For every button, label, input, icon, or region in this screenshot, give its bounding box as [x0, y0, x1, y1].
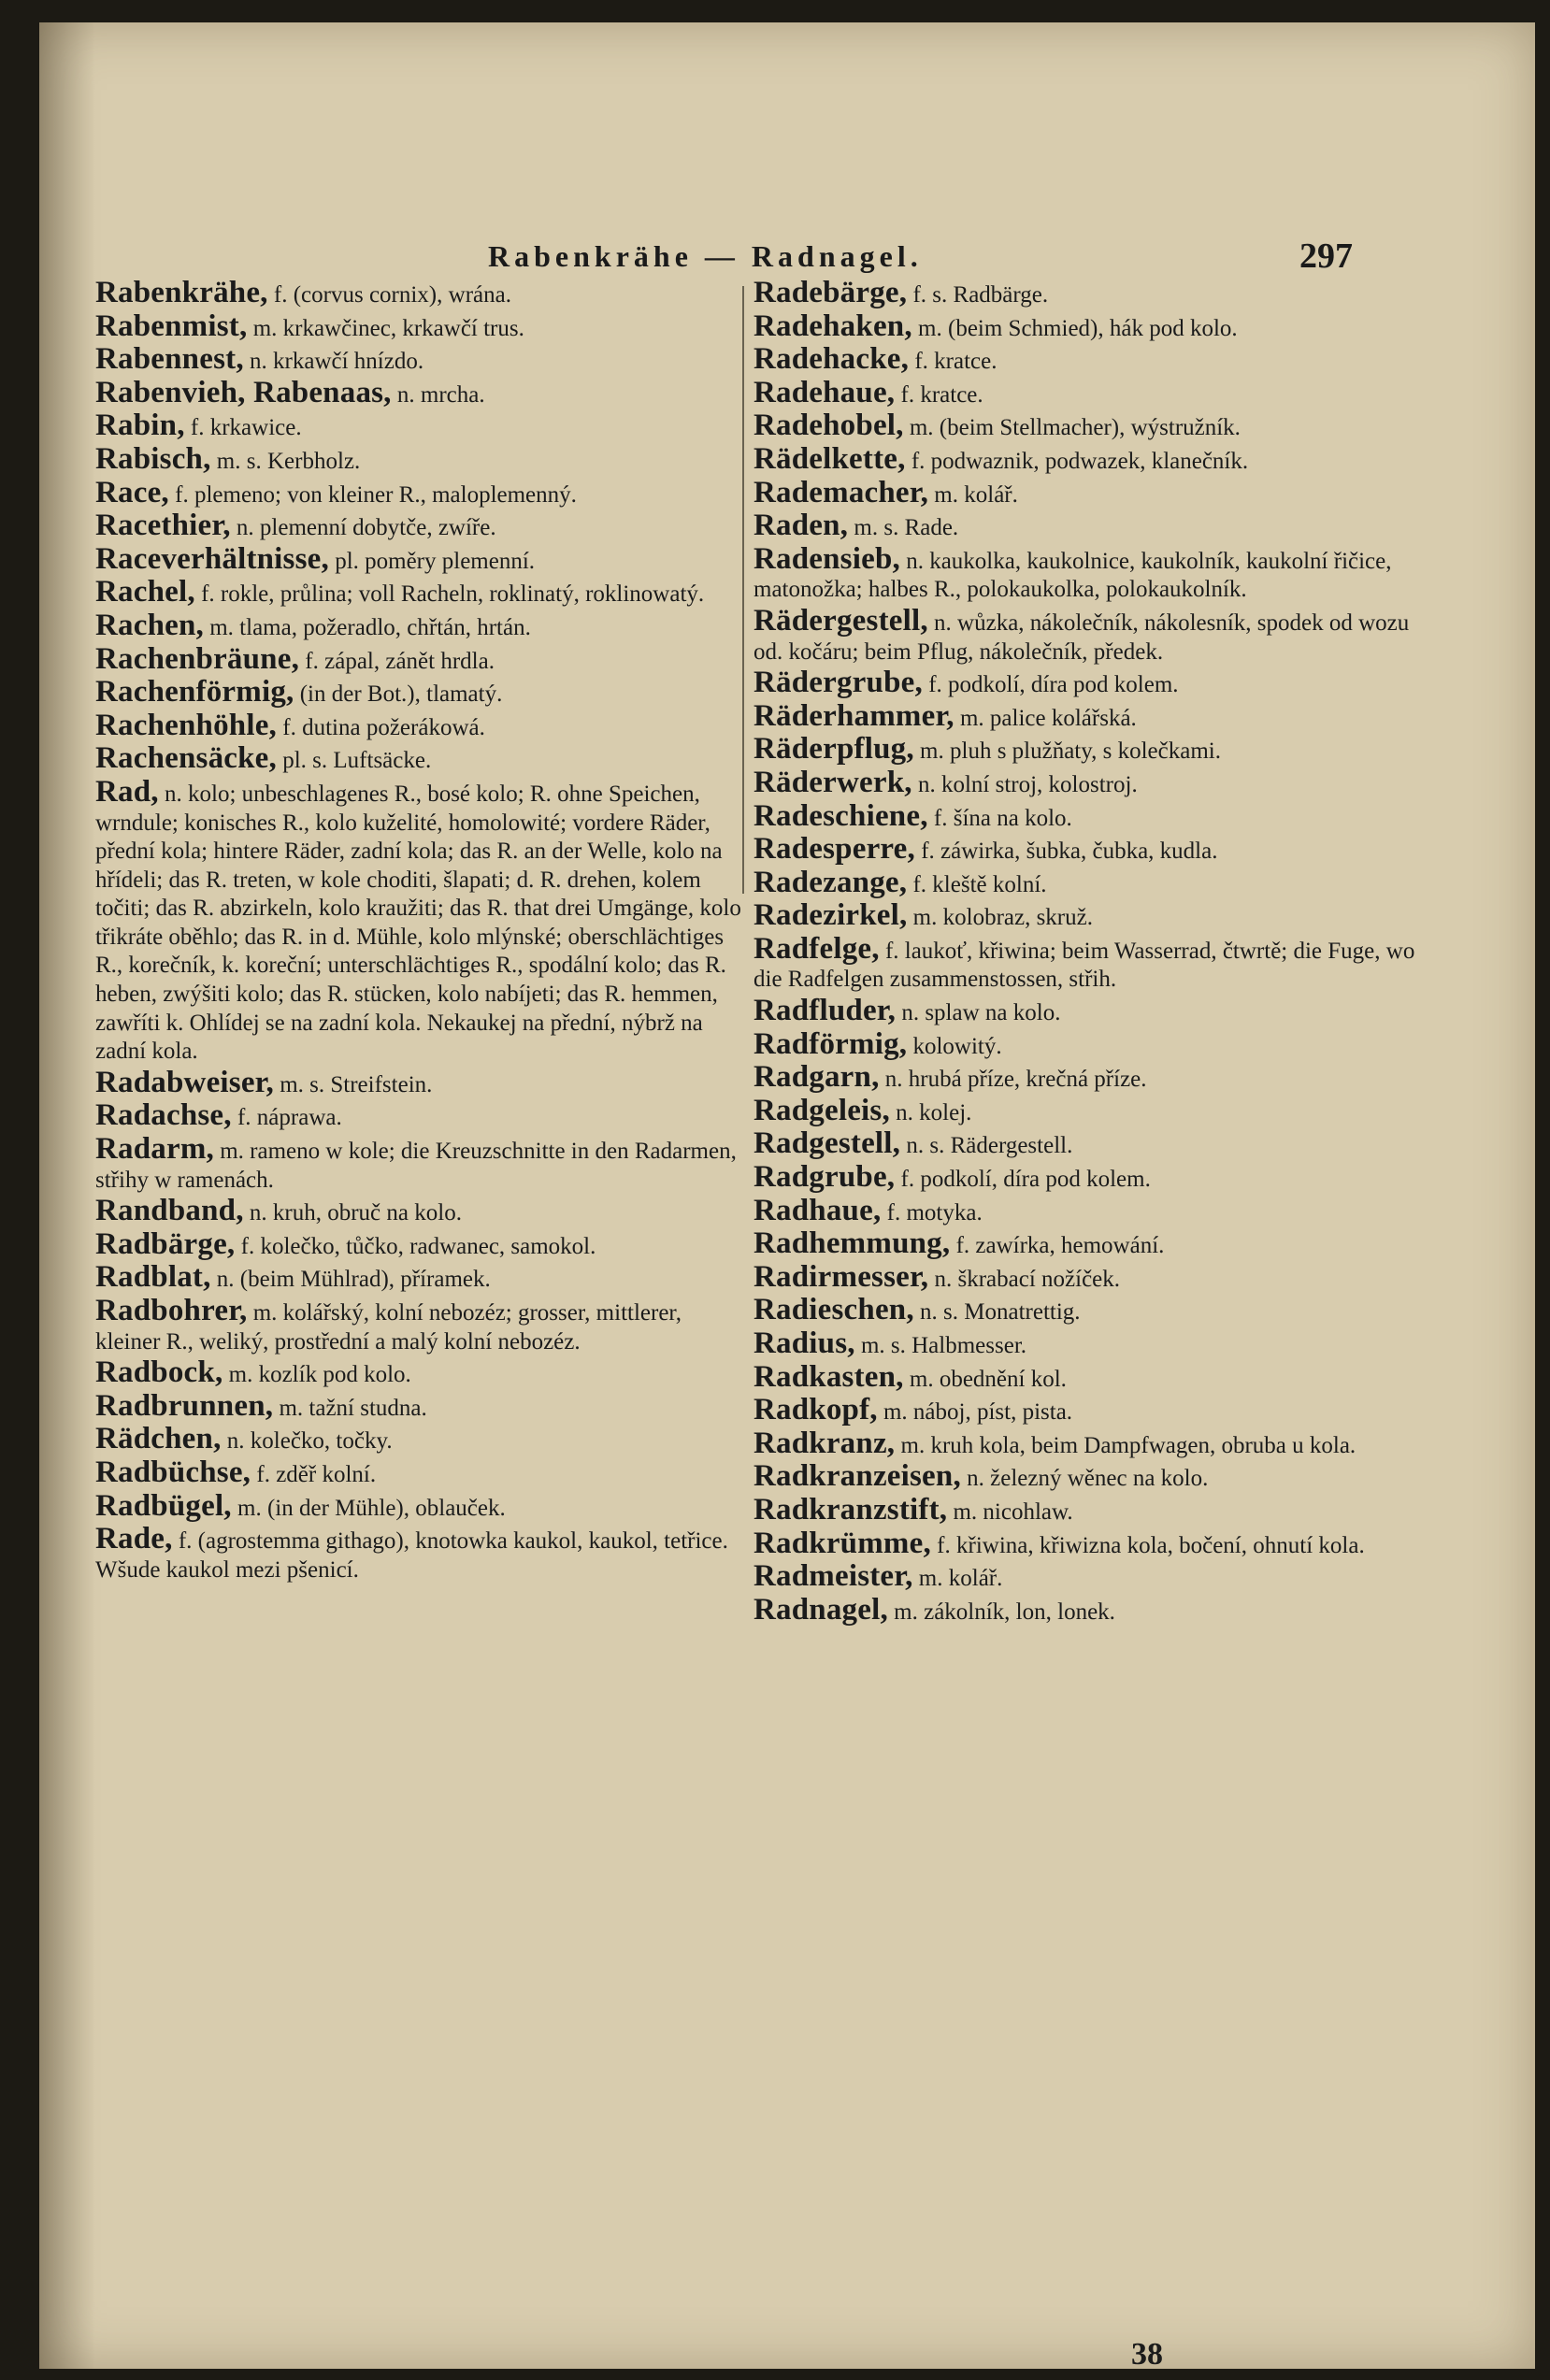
entry-headword: Rabenvieh, Rabenaas, — [95, 375, 392, 409]
entry-headword: Rabin, — [95, 409, 185, 443]
entry-headword: Radgestell, — [753, 1126, 901, 1161]
entry-definition: n. (beim Mühlrad), příramek. — [210, 1267, 491, 1293]
entry-headword: Radfluder, — [753, 994, 897, 1028]
entry-definition: m. pluh s plužňaty, s kolečkami. — [913, 738, 1221, 765]
entry-definition: f. motyka. — [881, 1199, 983, 1226]
entry-definition: m. tlama, požeradlo, chřtán, hrtán. — [203, 614, 531, 640]
dictionary-entry — [95, 1422, 752, 1456]
dictionary-entry — [753, 1259, 1419, 1295]
entry-headword: Rachenbräune, — [95, 641, 300, 676]
entry-headword: Radbügel, — [95, 1488, 232, 1523]
entry-definition: f. zděř kolní. — [251, 1461, 377, 1487]
dictionary-entry — [753, 276, 1419, 310]
entry-headword: Rabenkrähe, — [95, 276, 268, 309]
entry-headword: Räderpflug, — [753, 732, 914, 767]
dictionary-entry — [753, 1326, 1419, 1361]
entry-definition: m. kolář. — [928, 481, 1018, 508]
dictionary-entry — [753, 475, 1419, 510]
entry-definition: m. rameno w kole; die Kreuzschnitte in den Radarmen, střihy w ramenách. — [95, 1139, 737, 1193]
dictionary-entry — [753, 1226, 1419, 1261]
entry-headword: Radgrube, — [753, 1160, 896, 1195]
entry-headword: Rachensäcke, — [95, 741, 277, 776]
dictionary-entry — [753, 441, 1419, 477]
dictionary-entry — [753, 375, 1419, 410]
entry-definition: n. škrabací nožíček. — [928, 1266, 1121, 1292]
dictionary-entry — [753, 1160, 1419, 1195]
dictionary-entry — [95, 1098, 752, 1133]
entry-headword: Rachel, — [95, 575, 195, 609]
entry-definition: f. krkawice. — [184, 415, 302, 441]
dictionary-entry — [753, 1459, 1419, 1494]
entry-headword: Rädergestell, — [753, 603, 928, 638]
entry-headword: Radehaue, — [753, 375, 896, 409]
dictionary-entry — [95, 1260, 752, 1295]
entry-headword: Rädchen, — [95, 1422, 222, 1456]
entry-definition: m. kruh kola, beim Dampfwagen, obruba u kola. — [895, 1432, 1356, 1458]
entry-headword: Radblat, — [95, 1260, 211, 1295]
dictionary-entry — [753, 411, 1419, 443]
entry-definition: f. náprawa. — [231, 1105, 342, 1131]
entry-definition: pl. s. Luftsäcke. — [276, 748, 432, 774]
dictionary-entry — [753, 1559, 1419, 1594]
entry-headword: Radfelge, — [753, 931, 880, 966]
dictionary-entry — [753, 1426, 1419, 1461]
dictionary-entry — [753, 1526, 1419, 1561]
entry-definition: n. kolo; unbeschlagenes R., bosé kolo; R. ohne Speichen, wrndule; konisches R., kolo kuželité, homolowité; vordere Räder, přední kola; hintere Räder, zadní kola; das R. an der Welle, kolo na hřídeli; das R. treten, w kole choditi, šlapati; d. R. drehen, kolem točiti; das R. abzirkeln, kolo kraužiti; das R. that drei Umgänge, kolo třikráte oběhlo; das R. in d. Mühle, kolo mlýnské; oberschlächtiges R., korečník, k. koreční; unterschlächtiges R., spodální kolo; das R. heben, zwýšiti kolo; das R. stücken, kolo nabíjeti; das R. hemmen, zawříti k. Ohlídej se na zadní kola. Nekaukej na přední, nýbrž na zadní kola. — [95, 781, 741, 1065]
page-header — [39, 239, 1535, 277]
entry-definition: m. obednění kol. — [903, 1366, 1067, 1392]
entry-definition: n. s. Rädergestell. — [900, 1133, 1073, 1159]
column-divider — [742, 286, 744, 894]
entry-headword: Rabisch, — [95, 441, 211, 476]
entry-headword: Rabennest, — [95, 342, 244, 377]
entry-definition: n. kaukolka, kaukolnice, kaukolník, kaukolní řičice, matonožka; halbes R., polokaukolka, polokaukolník. — [753, 548, 1392, 603]
dictionary-entry — [753, 1126, 1419, 1161]
entry-definition: m. kolářský, kolní nebozéz; grosser, mittlerer, kleiner R., weliký, prostřední a malý kolní nebozéz. — [95, 1300, 682, 1355]
entry-definition: f. šína na kolo. — [927, 805, 1072, 831]
entry-definition: m. palice kolářská. — [954, 705, 1137, 731]
entry-definition: f. rokle, průlina; voll Racheln, roklinatý, roklinowatý. — [194, 581, 705, 608]
entry-definition: m. kolář. — [912, 1566, 1003, 1592]
dictionary-entry — [753, 732, 1419, 767]
dictionary-entry — [95, 1522, 752, 1584]
entry-headword: Radkranzstift, — [753, 1492, 948, 1527]
entry-headword: Radmeister, — [753, 1559, 913, 1594]
dictionary-entry — [753, 1359, 1419, 1395]
entry-definition: m. kolobraz, skruž. — [907, 905, 1093, 931]
dictionary-entry — [753, 668, 1419, 700]
entry-definition: f. dutina požerákowá. — [277, 714, 485, 740]
entry-headword: Race, — [95, 475, 169, 509]
entry-definition: f. s. Radbärge. — [907, 282, 1049, 308]
entry-definition: m. kozlík pod kolo. — [222, 1362, 411, 1388]
dictionary-entry — [95, 1194, 752, 1228]
entry-definition: f. zápal, zánět hrdla. — [299, 648, 495, 674]
entry-definition: f. záwirka, šubka, čubka, kudla. — [914, 839, 1218, 865]
entry-headword: Radarm, — [95, 1132, 214, 1167]
entry-headword: Randband, — [95, 1194, 244, 1228]
entry-definition: n. kolní stroj, kolostroj. — [911, 771, 1138, 797]
entry-headword: Räderwerk, — [753, 765, 912, 799]
entry-headword: Radnagel, — [753, 1592, 888, 1627]
dictionary-entry — [95, 411, 752, 443]
dictionary-entry — [95, 641, 752, 677]
entry-definition: n. wůzka, nákolečník, nákolesník, spodek od wozu od. kočáru; beim Pflug, nákolečník, předek. — [753, 609, 1410, 665]
dictionary-entry — [753, 603, 1419, 667]
entry-definition: n. mrcha. — [391, 381, 485, 408]
entry-headword: Radehobel, — [753, 409, 904, 443]
dictionary-entry — [95, 675, 752, 710]
dictionary-entry — [753, 865, 1419, 900]
entry-definition: n. kruh, obruč na kolo. — [243, 1200, 462, 1226]
entry-headword: Radehaken, — [753, 308, 912, 343]
entry-definition: m. (beim Stellmacher), wýstružník. — [903, 415, 1241, 441]
entry-definition: f. kratce. — [895, 381, 983, 408]
entry-definition: f. kleště kolní. — [907, 871, 1047, 897]
entry-headword: Racethier, — [95, 509, 231, 543]
left-column — [95, 276, 752, 1586]
entry-definition: f. kolečko, tůčko, radwanec, samokol. — [235, 1233, 596, 1259]
entry-headword: Rachenhöhle, — [95, 708, 278, 742]
entry-definition: pl. poměry plemenní. — [328, 548, 536, 574]
entry-headword: Radgeleis, — [753, 1093, 890, 1127]
dictionary-entry — [753, 996, 1419, 1028]
entry-headword: Radkranzeisen, — [753, 1459, 961, 1494]
dictionary-entry — [753, 1393, 1419, 1427]
entry-headword: Rade, — [95, 1522, 173, 1556]
entry-definition: f. podwaznik, podwazek, klanečník. — [905, 448, 1249, 474]
dictionary-entry — [95, 276, 752, 310]
dictionary-entry — [95, 1226, 752, 1262]
entry-headword: Räderhammer, — [753, 698, 954, 733]
dictionary-entry — [753, 1293, 1419, 1327]
entry-definition: f. (agrostemma githago), knotowka kaukol, kaukol, tetřice. Wšude kaukol mezi pšenicí. — [95, 1528, 728, 1583]
entry-headword: Rachen, — [95, 608, 204, 642]
entry-headword: Radkranz, — [753, 1426, 896, 1460]
dictionary-entry — [95, 1388, 752, 1424]
dictionary-entry — [753, 898, 1419, 933]
entry-definition: n. splaw na kolo. — [896, 1000, 1061, 1026]
entry-definition: kolowitý. — [907, 1033, 1002, 1059]
dictionary-entry — [95, 1294, 752, 1356]
dictionary-entry — [753, 342, 1419, 377]
entry-definition: m. tažní studna. — [273, 1395, 427, 1421]
dictionary-entry — [95, 1065, 752, 1100]
dictionary-entry — [753, 1193, 1419, 1228]
entry-headword: Radförmig, — [753, 1026, 908, 1061]
dictionary-entry — [95, 511, 752, 543]
entry-headword: Radesperre, — [753, 832, 915, 867]
entry-definition: n. kolečko, točky. — [221, 1428, 393, 1455]
dictionary-entry — [95, 342, 752, 377]
entry-definition: n. krkawčí hnízdo. — [243, 349, 424, 375]
entry-definition: m. náboj, píst, pista. — [877, 1399, 1073, 1426]
entry-definition: n. s. Monatrettig. — [913, 1299, 1081, 1326]
dictionary-entry — [753, 308, 1419, 344]
entry-headword: Radbohrer, — [95, 1294, 248, 1327]
entry-definition: f. kratce. — [909, 349, 997, 375]
dictionary-entry — [753, 1492, 1419, 1527]
dictionary-entry — [753, 931, 1419, 995]
entry-definition: m. s. Streifstein. — [273, 1071, 433, 1097]
entry-definition: m. s. Halbmesser. — [854, 1333, 1027, 1358]
dictionary-entry — [95, 441, 752, 477]
entry-headword: Rachenförmig, — [95, 675, 294, 710]
dictionary-page — [39, 22, 1535, 2372]
entry-definition: f. plemeno; von kleiner R., maloplemenný. — [168, 481, 577, 508]
entry-headword: Radbüchse, — [95, 1455, 251, 1489]
dictionary-entry — [95, 541, 752, 577]
entry-definition: m. nicohlaw. — [947, 1498, 1073, 1525]
dictionary-entry — [95, 575, 752, 609]
dictionary-entry — [95, 1132, 752, 1195]
dictionary-entry — [753, 541, 1419, 605]
entry-headword: Rabenmist, — [95, 308, 248, 343]
dictionary-entry — [753, 1060, 1419, 1095]
entry-headword: Radhaue, — [753, 1193, 882, 1227]
dictionary-entry — [753, 698, 1419, 734]
entry-headword: Raden, — [753, 509, 849, 543]
dictionary-entry — [95, 608, 752, 643]
dictionary-entry — [95, 1488, 752, 1524]
entry-definition: n. plemenní dobytče, zwíře. — [230, 515, 496, 541]
dictionary-entry — [95, 308, 752, 344]
entry-headword: Rädelkette, — [753, 441, 906, 476]
running-head: Rabenkrähe — Radnagel. — [488, 239, 923, 273]
dictionary-entry — [95, 1455, 752, 1490]
entry-headword: Radhemmung, — [753, 1226, 951, 1261]
entry-definition: m. s. Kerbholz. — [210, 448, 361, 474]
entry-headword: Radezange, — [753, 865, 908, 899]
entry-definition: m. zákolník, lon, lonek. — [887, 1599, 1115, 1625]
entry-headword: Radkrümme, — [753, 1526, 931, 1560]
entry-definition: f. podkolí, díra pod kolem. — [895, 1167, 1151, 1193]
dictionary-entry — [95, 774, 752, 1067]
entry-headword: Rad, — [95, 774, 159, 809]
entry-headword: Radebärge, — [753, 276, 908, 309]
entry-headword: Radezirkel, — [753, 898, 908, 933]
entry-definition: f. (corvus cornix), wrána. — [267, 282, 511, 308]
dictionary-entry — [95, 375, 752, 410]
page-number: 297 — [1299, 237, 1353, 276]
dictionary-entry — [753, 1592, 1419, 1627]
entry-headword: Rademacher, — [753, 475, 929, 509]
entry-definition: f. podkolí, díra pod kolem. — [922, 672, 1179, 698]
entry-definition: f. laukoť, křiwina; beim Wasserrad, čtwrtě; die Fuge, wo die Radfelgen zusammenstossen, střih. — [753, 938, 1415, 993]
dictionary-entry — [95, 708, 752, 743]
entry-headword: Radabweiser, — [95, 1065, 274, 1099]
dictionary-entry — [95, 741, 752, 776]
entry-definition: m. s. Rade. — [848, 515, 959, 541]
entry-definition: (in der Bot.), tlamatý. — [294, 681, 503, 708]
entry-definition: m. (in der Mühle), oblauček. — [231, 1495, 506, 1521]
entry-headword: Radieschen, — [753, 1293, 914, 1327]
entry-definition: n. kolej. — [889, 1099, 972, 1125]
entry-definition: m. (beim Schmied), hák pod kolo. — [911, 315, 1238, 341]
entry-headword: Raceverhältnisse, — [95, 541, 329, 576]
entry-headword: Radirmesser, — [753, 1259, 929, 1294]
entry-headword: Radensieb, — [753, 541, 900, 576]
entry-definition: f. křiwina, křiwizna kola, bočení, ohnutí kola. — [930, 1532, 1365, 1558]
dictionary-entry — [753, 511, 1419, 543]
dictionary-entry — [753, 765, 1419, 800]
dictionary-entry — [753, 1093, 1419, 1128]
entry-headword: Rädergrube, — [753, 666, 923, 700]
dictionary-entry — [753, 798, 1419, 834]
entry-headword: Radbrunnen, — [95, 1388, 274, 1423]
dictionary-entry — [753, 1026, 1419, 1062]
printer-signature: 38 — [1131, 2337, 1163, 2372]
dictionary-entry — [95, 1355, 752, 1390]
entry-definition: m. krkawčinec, krkawčí trus. — [247, 315, 524, 341]
entry-headword: Radkasten, — [753, 1359, 904, 1394]
entry-headword: Radachse, — [95, 1098, 232, 1133]
entry-definition: f. zawírka, hemowání. — [950, 1233, 1165, 1259]
entry-headword: Radehacke, — [753, 342, 910, 377]
dictionary-entry — [753, 832, 1419, 867]
dictionary-entry — [95, 475, 752, 510]
entry-headword: Radbock, — [95, 1355, 223, 1390]
entry-headword: Radbärge, — [95, 1226, 236, 1261]
entry-definition: n. železný wěnec na kolo. — [960, 1466, 1209, 1492]
entry-headword: Radkopf, — [753, 1393, 878, 1427]
entry-definition: n. hrubá příze, krečná příze. — [879, 1067, 1147, 1093]
right-column — [753, 276, 1419, 1628]
entry-headword: Radeschiene, — [753, 798, 928, 833]
entry-headword: Radius, — [753, 1326, 855, 1360]
entry-headword: Radgarn, — [753, 1060, 880, 1095]
